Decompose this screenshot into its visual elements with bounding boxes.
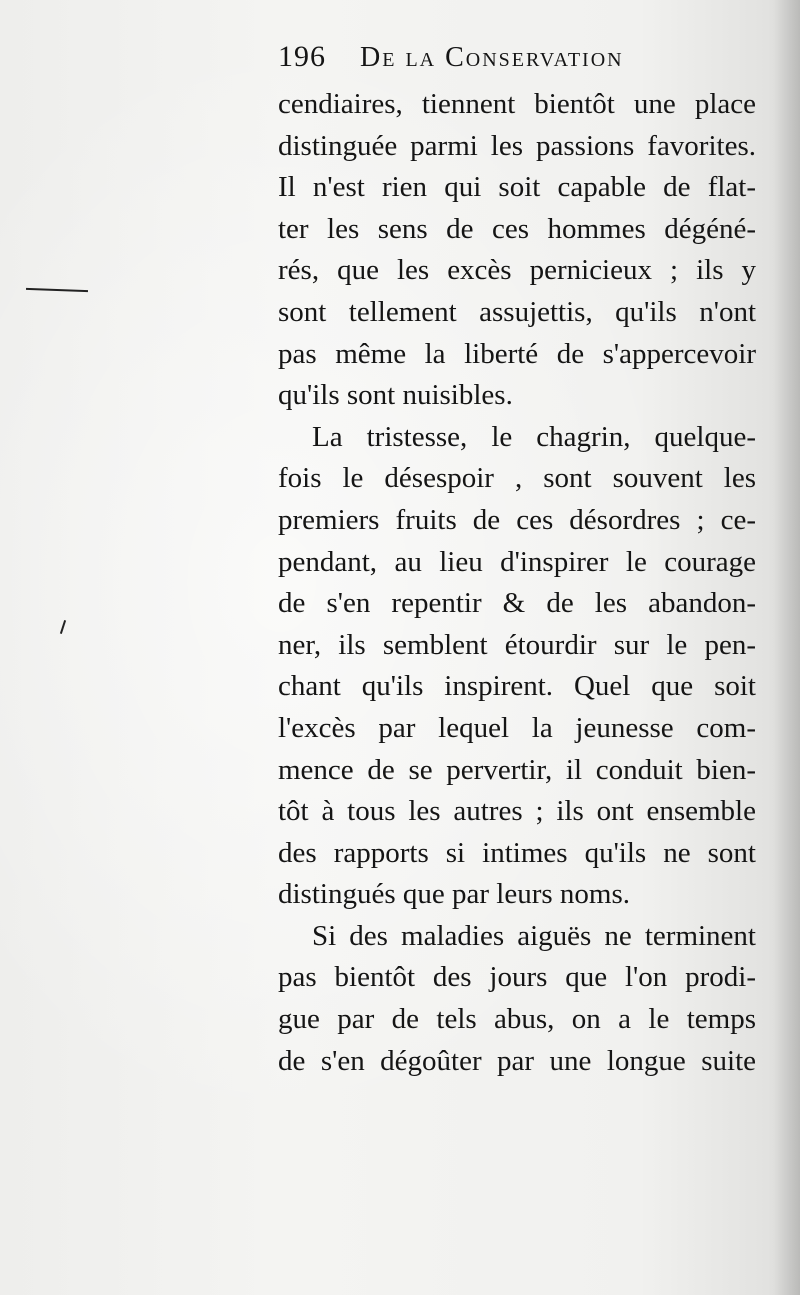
text-line: cendiaires, tiennent bientôt une place [278, 88, 756, 120]
paragraph-end-line: qu'ils sont nuisibles. [278, 379, 513, 412]
text-line: chant qu'ils inspirent. Quel que soit [278, 670, 756, 703]
body-text [278, 84, 756, 1082]
paragraph-start-line: Si des maladies aiguës ne terminent [312, 919, 756, 952]
text-line: mence de se pervertir, il conduit bien- [278, 753, 756, 786]
text-line: fois le désespoir , sont souvent les [278, 462, 756, 495]
text-line: l'excès par lequel la jeunesse com- [278, 711, 756, 744]
text-line: de s'en repentir & de les abandon- [278, 587, 756, 620]
paragraph-start-line: La tristesse, le chagrin, quelque- [312, 420, 756, 453]
page-edge-shadow [774, 0, 800, 1295]
text-line: de s'en dégoûter par une longue suite [278, 1044, 756, 1077]
text-line: des rapports si intimes qu'ils ne sont [278, 836, 756, 869]
text-line: Il n'est rien qui soit capable de flat- [278, 171, 756, 204]
text-line: sont tellement assujettis, qu'ils n'ont [278, 295, 756, 328]
text-line: ner, ils semblent étourdir sur le pen- [278, 628, 756, 661]
page-header [278, 38, 758, 82]
text-line: rés, que les excès pernicieux ; ils y [278, 254, 756, 287]
text-line: pendant, au lieu d'inspirer le courage [278, 545, 756, 578]
margin-ink-tick [60, 620, 66, 634]
text-line: gue par de tels abus, on a le temps [278, 1003, 756, 1036]
page-number: 196 [278, 40, 326, 73]
text-line: pas bientôt des jours que l'on prodi- [278, 961, 756, 994]
text-line: ter les sens de ces hommes dégéné- [278, 212, 756, 245]
margin-pencil-mark [26, 288, 88, 292]
text-line: premiers fruits de ces désordres ; ce- [278, 503, 756, 536]
text-line: tôt à tous les autres ; ils ont ensemble [278, 795, 756, 828]
paragraph-end-line: distingués que par leurs noms. [278, 878, 630, 911]
running-title: De la Conservation [360, 42, 624, 73]
text-line: distinguée parmi les passions favorites. [278, 129, 756, 162]
text-line: pas même la liberté de s'appercevoir [278, 337, 756, 370]
